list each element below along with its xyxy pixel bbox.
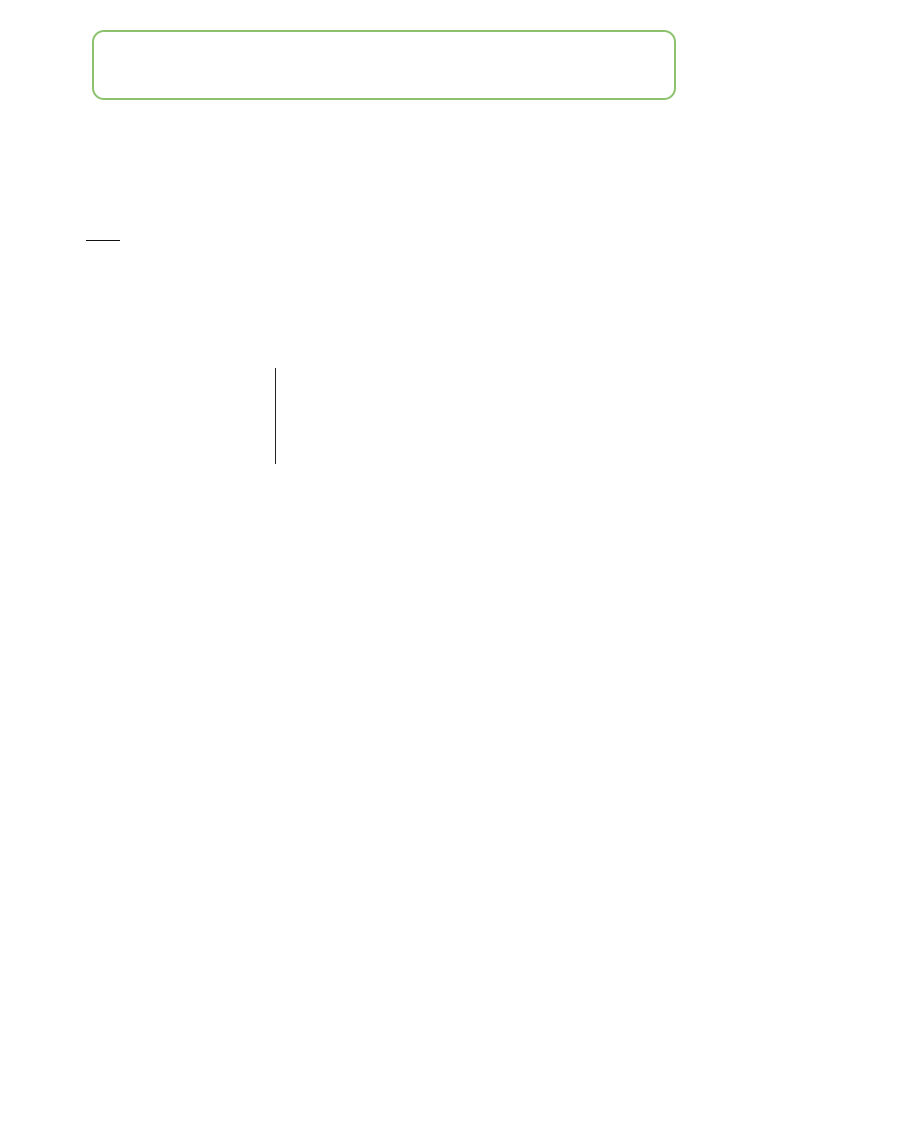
s3-title (86, 225, 120, 247)
answer-blank (86, 226, 120, 241)
character-box (92, 30, 676, 100)
divider-line (275, 368, 276, 464)
